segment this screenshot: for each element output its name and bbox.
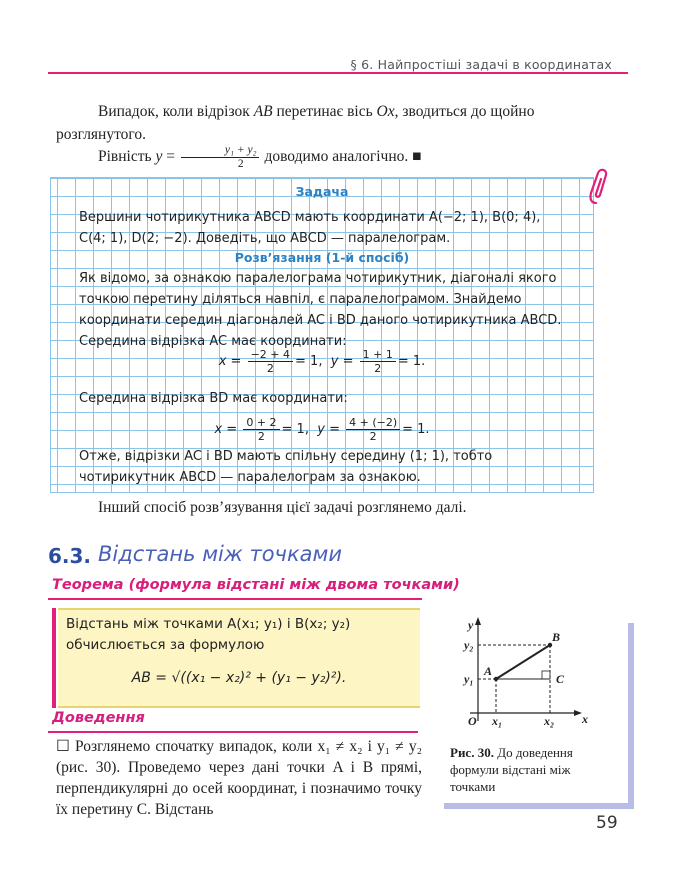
fraction [181, 144, 259, 171]
proof-text: ☐ Розглянемо спочатку випадок, коли x₁ ≠ x₂ і y₁ ≠ y₂ (рис. 30). Проведемо через дані точки A і B прямі, перпендикулярні до осей координат, і позначимо точку їх перетину C. Відстань [56, 738, 422, 818]
solution-title: Розв’язання (1-й спосіб) [234, 250, 410, 265]
section-title: Відстань між точками [98, 542, 342, 566]
fraction [346, 416, 400, 443]
label-x2: x₂ [544, 714, 555, 728]
theorem-formula: AB = √((x₁ − x₂)² + (y₁ − y₂)²). [131, 670, 347, 686]
text-run: Рівність [98, 148, 156, 166]
section-number: 6.3. [48, 544, 92, 568]
intro-paragraph-1 [56, 100, 576, 146]
text-run: перетинає вісь [272, 103, 377, 120]
fraction [360, 348, 396, 375]
task-grid-box [50, 177, 594, 493]
formula-result: = 1. [402, 422, 430, 437]
label-b: B [552, 630, 561, 644]
formula-result: = 1, [295, 354, 323, 369]
label-y-axis: y [468, 618, 474, 632]
paperclip-icon [588, 167, 612, 207]
page-number: 59 [596, 813, 618, 833]
figure-caption-text: До доведення формули відстані між точками [450, 745, 573, 794]
fraction-denominator: 2 [237, 158, 244, 170]
solution-paragraph-1: Як відомо, за ознакою паралелограма чотирикутник, діагоналі якого точкою перетину діляться навпіл, є паралелограмом. Знайдемо координати середин діагоналей AC і BD даного чотирикутника ABCD. Середина відрізка AC має координати: [79, 271, 562, 349]
proof-title: Доведення [52, 710, 145, 726]
theorem-title: Теорема (формула відстані між двома точками) [52, 577, 460, 593]
label-y2: y₂ [464, 638, 474, 652]
fraction-numerator: y₁ + y₂ [181, 144, 259, 158]
fraction-denominator: 2 [374, 362, 382, 375]
fraction-numerator: 4 + (−2) [346, 416, 400, 430]
fraction [248, 348, 293, 375]
text-run: доводимо аналогічно. ■ [264, 148, 422, 166]
fraction-numerator: −2 + 4 [248, 348, 293, 362]
theorem-rule [48, 598, 422, 600]
label-x1: x₁ [492, 714, 503, 728]
theorem-box [58, 608, 420, 708]
theorem-side-bar [52, 608, 56, 708]
after-task-paragraph: Інший спосіб розв’язування цієї задачі розглянемо далі. [98, 499, 467, 516]
point-a [494, 677, 498, 681]
intro-paragraph-2: Рівність y = $\frac{\text{y₁ + y₂}}{2}$ доводимо аналогічно. ■ [98, 144, 422, 170]
coordinate-figure [438, 617, 628, 737]
solution-paragraph-2: Середина відрізка BD має координати: [79, 391, 348, 406]
text-run: , зводиться до щойно розглянутого. [56, 103, 535, 143]
label-y1: y₁ [464, 672, 474, 686]
text-run: Випадок, коли відрізок [98, 103, 254, 120]
formula-midpoint-ac: x = $\frac{-2 + 4}{2}$ = 1, y = $\frac{1 + 1}{2}$ = 1. [218, 348, 426, 375]
task-title: Задача [295, 184, 349, 199]
label-a: A [484, 664, 493, 678]
fraction-numerator: 1 + 1 [360, 348, 396, 362]
running-header: § 6. Найпростіші задачі в координатах [350, 57, 612, 72]
figure-caption [450, 744, 610, 795]
label-x-axis: x [582, 712, 588, 726]
solution-paragraph-3: Отже, відрізки AC і BD мають спільну середину (1; 1), тобто чотирикутник ABCD — паралелограм за ознакою. [79, 449, 493, 485]
fraction-denominator: 2 [266, 362, 274, 375]
fraction-denominator: 2 [369, 430, 377, 443]
theorem-text: Відстань між точками A(x₁; y₁) і B(x₂; y₂) обчислюється за формулою [66, 616, 351, 653]
formula-result: = 1, [281, 422, 309, 437]
math-ox: Ox [376, 103, 395, 120]
fraction-numerator: 0 + 2 [243, 416, 279, 430]
formula-result: = 1. [397, 354, 426, 369]
proof-rule [48, 731, 418, 733]
x-axis-arrow-icon [574, 710, 582, 716]
label-origin: O [468, 714, 477, 728]
header-rule [48, 72, 628, 74]
fraction [243, 416, 279, 443]
figure-caption-label: Рис. 30. [450, 745, 494, 760]
task-statement: Вершини чотирикутника ABCD мають координати A(−2; 1), B(0; 4), C(4; 1), D(2; −2). Доведіть, що ABCD — паралелограм. [79, 210, 541, 246]
formula-midpoint-bd: x = $\frac{0 + 2}{2}$ = 1, y = $\frac{4 + (-2)}{2}$ = 1. [214, 416, 430, 443]
right-angle-mark [542, 671, 550, 679]
math-y: y [155, 148, 163, 166]
fraction-denominator: 2 [257, 430, 265, 443]
label-c: C [556, 672, 565, 686]
y-axis-arrow-icon [475, 617, 481, 625]
math-ab: AB [253, 103, 273, 120]
